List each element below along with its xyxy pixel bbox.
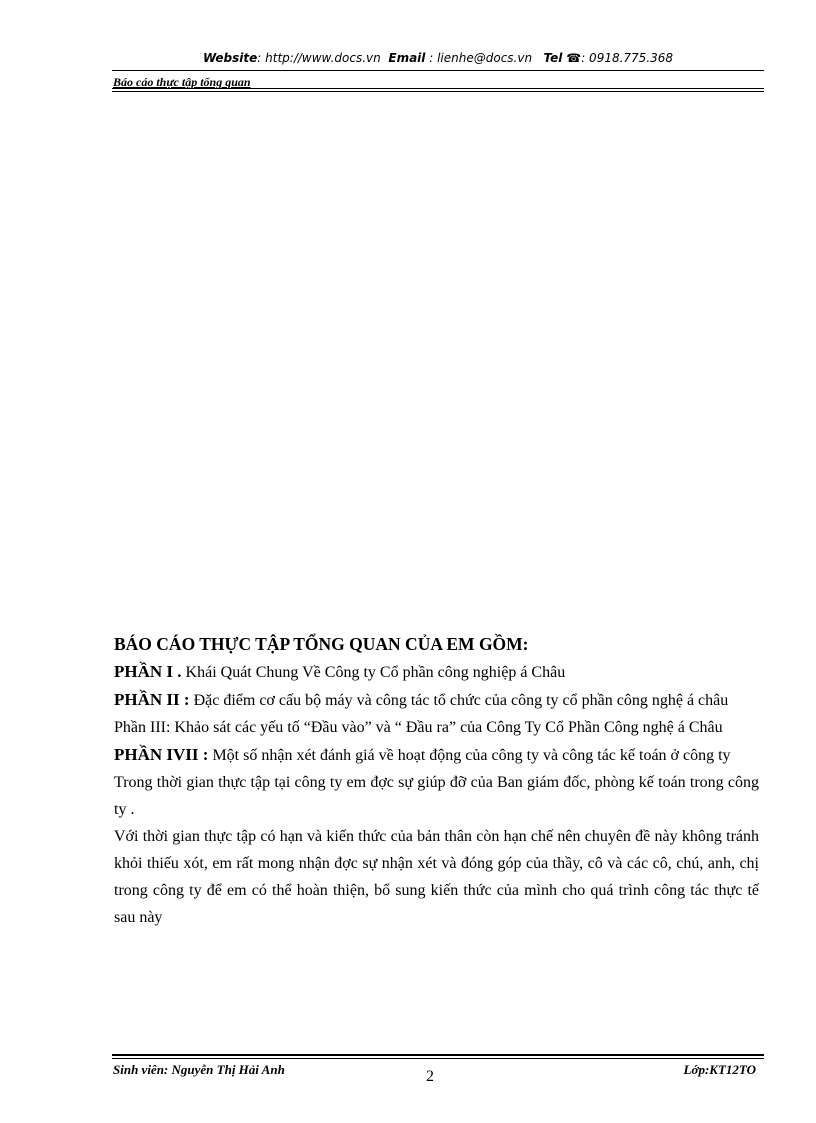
phone-icon: ☎ xyxy=(566,51,582,65)
header-divider xyxy=(112,70,764,71)
part-2-label: PHẦN II : xyxy=(114,690,190,709)
email-value: : lienhe@docs.vn xyxy=(429,51,533,65)
paragraph-closing: Với thời gian thực tập có hạn và kiến thức của bản thân còn hạn chế nên chuyên đề này không tránh khỏi thiếu xót, em rất mong nhận đợc sự nhận xét và đóng góp của thầy, cô và các cô, chú, anh, chị trong công ty để em có thể hoàn thiện, bổ sung kiến thức của mình cho quá trình công tác thực tế sau này xyxy=(114,828,759,926)
part-1-label: PHẦN I . xyxy=(114,662,182,681)
header-subtitle: Báo cáo thực tập tổng quan xyxy=(113,75,251,89)
footer-class: Lớp:KT12TO xyxy=(683,1062,756,1077)
part-1 xyxy=(114,658,759,686)
part-4-label: PHẦN IVII : xyxy=(114,745,209,764)
footer-divider-thin xyxy=(112,1058,764,1059)
tel-value: : 0918.775.368 xyxy=(581,51,674,65)
report-content xyxy=(114,630,759,931)
part-4-text: Một số nhận xét đánh giá về hoạt động của công ty và công tác kế toán ở công ty xyxy=(208,747,731,764)
report-title: BÁO CÁO THỰC TẬP TỔNG QUAN CỦA EM GỒM: xyxy=(114,634,529,654)
paragraph-internship: Trong thời gian thực tập tại công ty em đợc sự giúp đỡ của Ban giám đốc, phòng kế toán trong công ty . xyxy=(114,774,759,818)
part-2-text: Đặc điểm cơ cấu bộ máy và công tác tổ chức của công ty cổ phần công nghệ á châu xyxy=(189,692,729,709)
part-3-text: Phần III: Khảo sát các yếu tố “Đầu vào” và “ Đầu ra” của Công Ty Cổ Phần Công nghệ á Châu xyxy=(114,719,723,736)
footer-divider xyxy=(112,1054,764,1056)
page-number: 2 xyxy=(426,1068,434,1085)
part-1-text: Khái Quát Chung Về Công ty Cổ phần công nghiệp á Châu xyxy=(181,664,566,681)
part-2 xyxy=(114,686,759,714)
website-label: Website xyxy=(202,51,258,65)
part-3 xyxy=(114,714,759,741)
header-contact-line xyxy=(112,51,764,65)
part-4 xyxy=(114,741,759,769)
header-double-rule xyxy=(112,88,764,92)
website-value: : http://www.docs.vn xyxy=(257,51,381,65)
footer-student: Sinh viên: Nguyễn Thị Hải Anh xyxy=(113,1062,285,1077)
email-label: Email xyxy=(388,51,426,65)
tel-label: Tel xyxy=(543,51,563,65)
